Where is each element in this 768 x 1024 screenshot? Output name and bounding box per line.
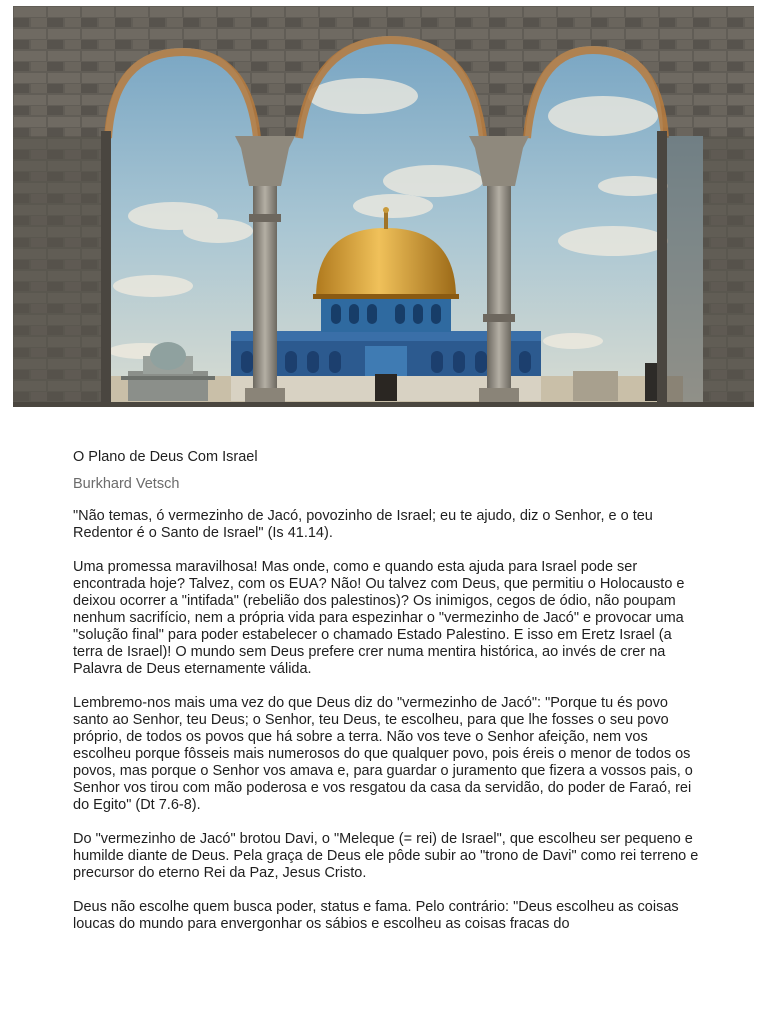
paragraph: Do "vermezinho de Jacó" brotou Davi, o "Meleque (= rei) de Israel", que escolheu ser pequeno e humilde diante de Deus. Pela graça de Deus ele pôde subir ao "trono de Davi" como rei terreno e precursor do eterno Rei da Paz, Jesus Cristo. (73, 831, 699, 881)
hero-photo (13, 6, 754, 407)
paragraph: Uma promessa maravilhosa! Mas onde, como e quando esta ajuda para Israel pode ser encontrada hoje? Talvez, com os EUA? Não! Ou talvez com Deus, que permitiu o Holocausto e deixou ocorrer a "intifada" (rebelião dos palestinos)? Os inimigos, cegos de ódio, não poupam nenhum sacrifício, nem a própria vida para espezinhar o "vermezinho de Jacó" e provocar uma "solução final" para poder estabelecer o chamado Estado Palestino. E isso em Eretz Israel (a terra de Israel)! O mundo sem Deus prefere crer numa mentira histórica, ao invés de crer na Palavra de Deus eternamente válida. (73, 559, 685, 677)
paragraph: "Não temas, ó vermezinho de Jacó, povozinho de Israel; eu te ajudo, diz o Senhor, e o teu Redentor é o Santo de Israel" (Is 41.14). (73, 508, 653, 541)
paragraph: Deus não escolhe quem busca poder, status e fama. Pelo contrário: "Deus escolheu as coisas loucas do mundo para envergonhar os sábios e escolheu as coisas fracas do (73, 899, 679, 932)
article-body (73, 448, 703, 933)
paragraph: Lembremo-nos mais uma vez do que Deus diz do "vermezinho de Jacó": "Porque tu és povo santo ao Senhor, teu Deus; o Senhor, teu Deus, te escolheu, para que lhe fosses o seu povo próprio, de todos os povos que há sobre a terra. Não vos teve o Senhor afeição, nem vos escolheu porque fôsseis mais numerosos do que qualquer povo, pois éreis o menor de todos os povos, mas porque o Senhor vos amava e, para guardar o juramento que fizera a vossos pais, o Senhor vos tirou com mão poderosa e vos resgatou da casa da servidão, do poder de Faraó, rei do Egito" (Dt 7.6-8). (73, 695, 693, 813)
document-title: O Plano de Deus Com Israel (73, 449, 258, 465)
document-author: Burkhard Vetsch (73, 476, 180, 492)
